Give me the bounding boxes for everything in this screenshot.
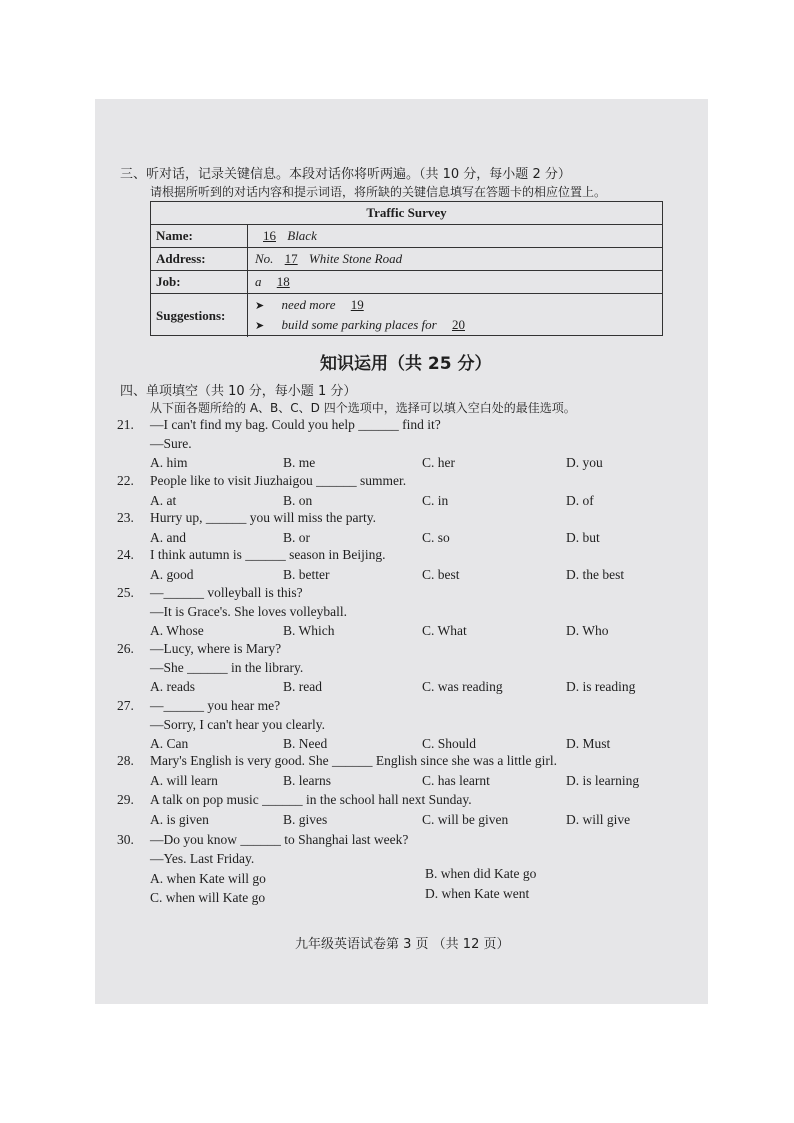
blank-17: 17 xyxy=(284,251,298,266)
option: C. when will Kate go xyxy=(150,890,266,905)
option: D. but xyxy=(566,529,600,545)
question-stem: —It is Grace's. She loves volleyball. xyxy=(150,603,348,619)
survey-label-job: Job: xyxy=(151,271,248,293)
question-number: 23. xyxy=(117,510,134,525)
survey-title-row xyxy=(151,202,662,225)
option: A. reads xyxy=(150,679,195,694)
option: B. learns xyxy=(283,772,331,788)
option: A. at xyxy=(150,492,177,508)
part-title: 知识运用（共 25 分） xyxy=(320,354,492,374)
option: C. Should xyxy=(422,736,477,751)
survey-job-pre: a xyxy=(255,274,262,289)
survey-value-job xyxy=(255,274,302,290)
exam-page xyxy=(95,99,708,1004)
option: A. will learn xyxy=(150,772,218,788)
survey-label-suggestions: Suggestions: xyxy=(151,294,248,337)
survey-row-name xyxy=(151,225,662,248)
question-stem: —Do you know ______ to Shanghai last week? xyxy=(150,832,409,847)
blank-18: 18 xyxy=(276,274,290,289)
section4-title: 四、单项填空（共 10 分，每小题 1 分） xyxy=(120,384,357,399)
traffic-survey-table xyxy=(150,201,663,336)
option: B. better xyxy=(283,566,330,582)
question-stem: —______ volleyball is this? xyxy=(150,585,303,600)
question-stem: A talk on pop music ______ in the school hall next Sunday. xyxy=(150,792,472,807)
option: A. Whose xyxy=(150,623,204,638)
option: A. good xyxy=(150,566,194,582)
question-stem: People like to visit Jiuzhaigou ______ summer. xyxy=(150,473,407,488)
blank-20: 20 xyxy=(451,317,465,332)
question-number: 26. xyxy=(117,641,134,656)
suggestion-1-text: need more xyxy=(281,297,336,312)
option: C. so xyxy=(422,529,450,545)
option: B. Need xyxy=(283,736,328,751)
option: B. on xyxy=(283,492,313,508)
option: D. of xyxy=(566,492,594,508)
survey-value-address xyxy=(255,251,402,267)
option: C. best xyxy=(422,566,460,582)
option: D. you xyxy=(566,455,603,470)
option: B. Which xyxy=(283,623,335,638)
survey-label-name: Name: xyxy=(151,225,248,247)
option: C. in xyxy=(422,492,449,508)
option: A. is given xyxy=(150,811,209,827)
question-number: 25. xyxy=(117,585,134,600)
blank-16: 16 xyxy=(263,228,276,243)
question-stem: —Sorry, I can't hear you clearly. xyxy=(150,716,325,732)
question-stem: —Sure. xyxy=(150,435,192,451)
option: C. will be given xyxy=(422,811,509,827)
option: B. me xyxy=(283,455,316,470)
arrow-bullet-icon: ➤ xyxy=(255,320,265,332)
survey-name-text: Black xyxy=(287,228,317,243)
option: A. Can xyxy=(150,736,189,751)
option: D. is learning xyxy=(566,772,640,788)
survey-row-address xyxy=(151,248,662,271)
question-stem: —She ______ in the library. xyxy=(150,659,304,675)
survey-address-pre: No. xyxy=(255,251,274,266)
option: A. him xyxy=(150,455,188,470)
survey-value-name xyxy=(255,228,317,244)
question-stem: —Yes. Last Friday. xyxy=(150,850,255,866)
option: D. Must xyxy=(566,736,611,751)
question-number: 30. xyxy=(117,832,134,847)
survey-row-suggestions xyxy=(151,294,662,337)
page-footer: 九年级英语试卷第 3 页 （共 12 页） xyxy=(295,937,510,952)
option: D. Who xyxy=(566,623,609,638)
survey-label-address: Address: xyxy=(151,248,248,270)
suggestion-2-text: build some parking places for xyxy=(281,317,437,332)
option: D. is reading xyxy=(566,679,636,694)
question-stem: —______ you hear me? xyxy=(150,698,281,713)
question-stem: Hurry up, ______ you will miss the party. xyxy=(150,510,376,525)
option: D. when Kate went xyxy=(425,886,530,901)
suggestion-1 xyxy=(255,297,376,313)
option: B. when did Kate go xyxy=(425,866,537,881)
question-number: 27. xyxy=(117,698,134,713)
question-number: 24. xyxy=(117,547,134,562)
option: B. read xyxy=(283,679,322,694)
question-stem: Mary's English is very good. She ______ English since she was a little girl. xyxy=(150,753,558,768)
question-stem: —Lucy, where is Mary? xyxy=(150,641,282,656)
survey-row-job xyxy=(151,271,662,294)
option: D. the best xyxy=(566,566,625,582)
question-stem: —I can't find my bag. Could you help ______ find it? xyxy=(150,417,441,432)
option: B. or xyxy=(283,529,310,545)
survey-address-text: White Stone Road xyxy=(308,251,403,266)
section4-instruction: 从下面各题所给的 A、B、C、D 四个选项中，选择可以填入空白处的最佳选项。 xyxy=(150,401,576,415)
arrow-bullet-icon: ➤ xyxy=(255,300,265,312)
section3-instruction: 请根据所听到的对话内容和提示词语，将所缺的关键信息填写在答题卡的相应位置上。 xyxy=(150,185,607,199)
survey-title: Traffic Survey xyxy=(366,205,447,220)
option: C. What xyxy=(422,623,467,638)
question-number: 29. xyxy=(117,792,134,807)
suggestion-2 xyxy=(255,317,477,333)
question-stem: I think autumn is ______ season in Beijing. xyxy=(150,547,386,562)
section3-title: 三、听对话，记录关键信息。本段对话你将听两遍。（共 10 分，每小题 2 分） xyxy=(120,167,571,182)
question-number: 22. xyxy=(117,473,134,488)
option: D. will give xyxy=(566,811,631,827)
option: A. and xyxy=(150,529,186,545)
option: A. when Kate will go xyxy=(150,871,266,886)
option: C. was reading xyxy=(422,679,503,694)
question-number: 28. xyxy=(117,753,134,768)
option: B. gives xyxy=(283,811,328,827)
blank-19: 19 xyxy=(350,297,364,312)
option: C. her xyxy=(422,455,455,470)
question-number: 21. xyxy=(117,417,134,432)
option: C. has learnt xyxy=(422,772,490,788)
